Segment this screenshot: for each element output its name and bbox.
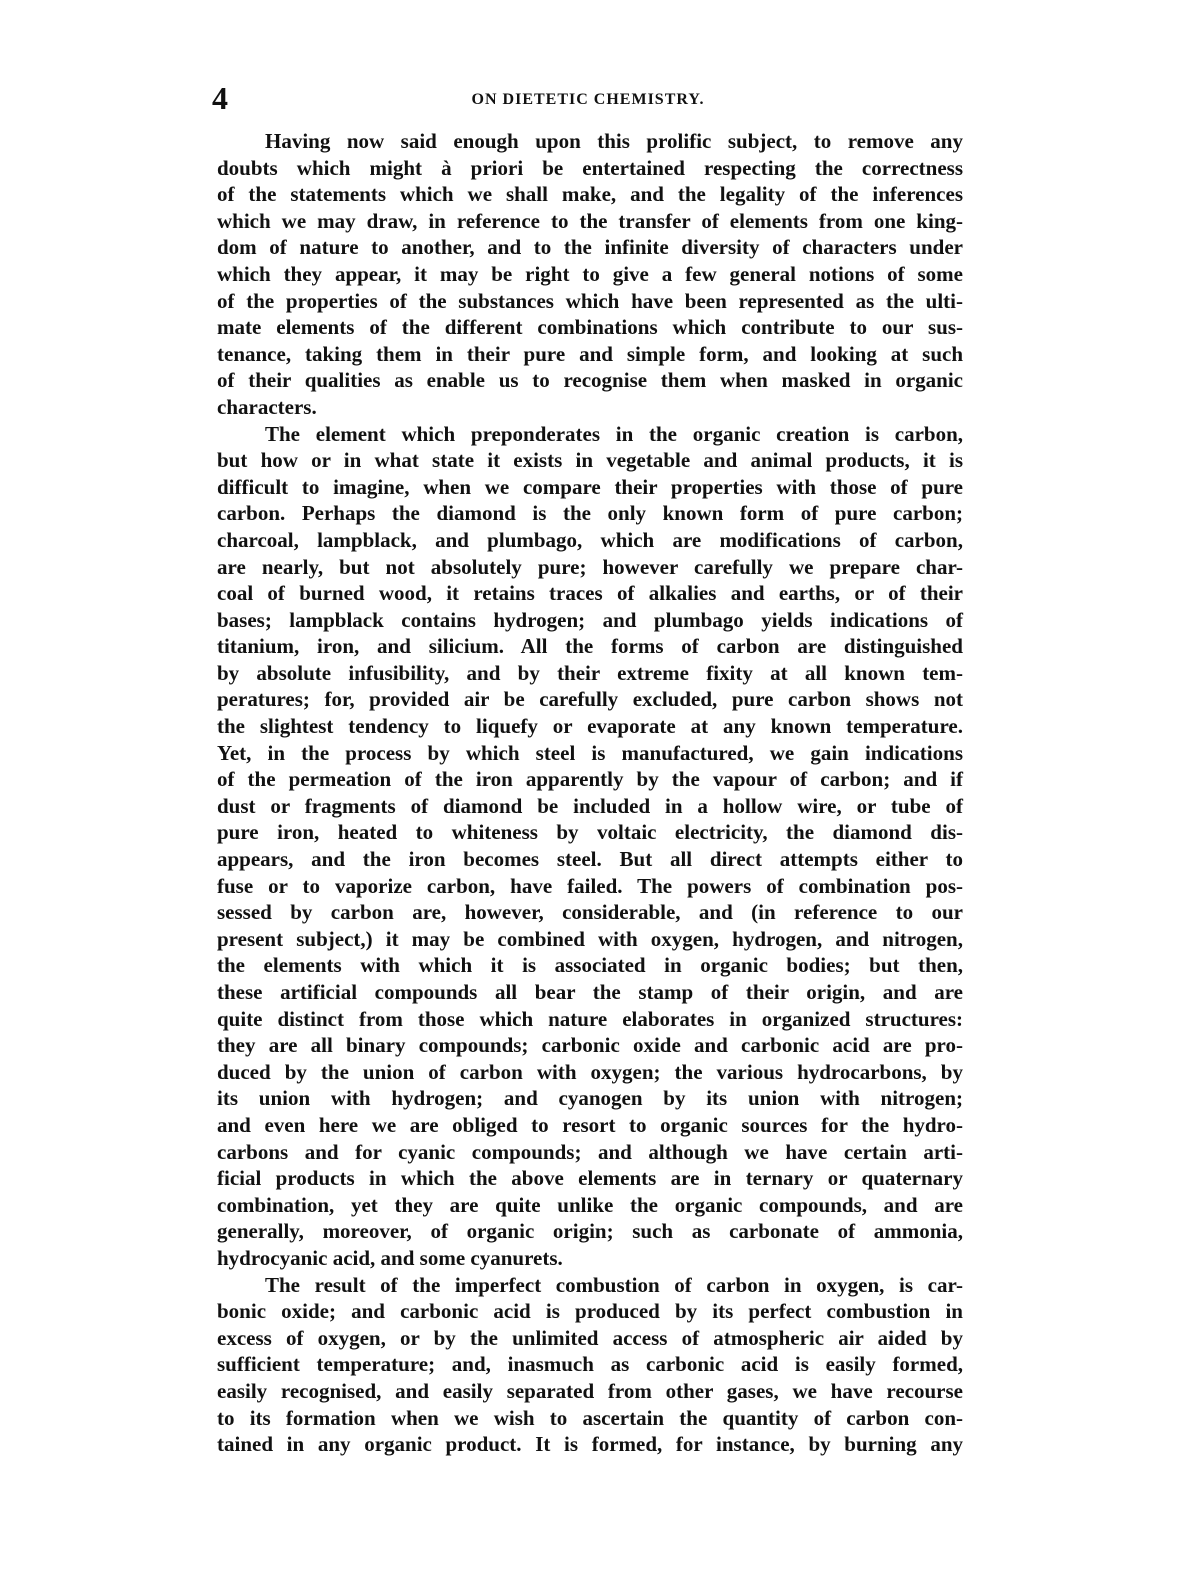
text-line: coal of burned wood, it retains traces of alkalies and earths, or of their	[217, 581, 963, 606]
text-line: its union with hydrogen; and cyanogen by its union with nitrogen;	[217, 1086, 963, 1111]
text-line: tained in any organic product. It is formed, for instance, by burning any	[217, 1432, 963, 1457]
text-line: of the statements which we shall make, and the legality of the inferences	[217, 182, 963, 207]
text-line: quite distinct from those which nature elaborates in organized structures:	[217, 1006, 963, 1031]
text-line: the elements with which it is associated in organic bodies; but then,	[217, 953, 963, 978]
text-line: of the properties of the substances which have been represented as the ulti-	[217, 288, 963, 313]
text-line: bases; lampblack contains hydrogen; and plumbago yields indications of	[217, 607, 963, 632]
text-line: charcoal, lampblack, and plumbago, which are modifications of carbon,	[217, 527, 963, 552]
text-line: to its formation when we wish to ascertain the quantity of carbon con-	[217, 1405, 963, 1430]
text-line: Having now said enough upon this prolific subject, to remove any	[265, 129, 963, 153]
text-line: carbons and for cyanic compounds; and although we have certain arti-	[217, 1139, 963, 1164]
text-line: these artificial compounds all bear the stamp of their origin, and are	[217, 980, 963, 1004]
text-line: difficult to imagine, when we compare their properties with those of pure	[217, 474, 963, 499]
text-line: and even here we are obliged to resort to organic sources for the hydro-	[217, 1112, 963, 1137]
text-line: present subject,) it may be combined with oxygen, hydrogen, and nitrogen,	[217, 926, 963, 951]
text-line: but how or in what state it exists in vegetable and animal products, it is	[217, 448, 963, 473]
text-line: easily recognised, and easily separated from other gases, we have recourse	[217, 1378, 963, 1403]
text-line: dom of nature to another, and to the infinite diversity of characters under	[217, 235, 963, 260]
text-line: appears, and the iron becomes steel. But all direct attempts either to	[217, 847, 963, 872]
text-line: the slightest tendency to liquefy or evaporate at any known temperature.	[217, 714, 963, 739]
text-line: sufficient temperature; and, inasmuch as carbonic acid is easily formed,	[217, 1352, 963, 1377]
text-line: titanium, iron, and silicium. All the forms of carbon are distinguished	[217, 634, 963, 659]
text-line: hydrocyanic acid, and some cyanurets.	[217, 1245, 563, 1270]
text-line: of the permeation of the iron apparently by the vapour of carbon; and if	[217, 767, 963, 792]
text-line: fuse or to vaporize carbon, have failed. The powers of combination pos-	[217, 873, 963, 898]
page-number: 4	[212, 80, 228, 116]
text-line: ficial products in which the above elements are in ternary or quaternary	[217, 1166, 963, 1191]
text-line: duced by the union of carbon with oxygen; the various hydrocarbons, by	[217, 1059, 963, 1084]
text-line: which they appear, it may be right to give a few general notions of some	[217, 261, 963, 286]
text-line: excess of oxygen, or by the unlimited access of atmospheric air aided by	[217, 1325, 963, 1350]
text-line: peratures; for, provided air be carefully excluded, pure carbon shows not	[217, 687, 963, 712]
body-text	[217, 128, 963, 1458]
text-line: generally, moreover, of organic origin; such as carbonate of ammonia,	[217, 1219, 963, 1244]
text-line: bonic oxide; and carbonic acid is produced by its perfect combustion in	[217, 1299, 963, 1324]
text-line: The element which preponderates in the organic creation is carbon,	[265, 421, 963, 446]
text-line: combination, yet they are quite unlike the organic compounds, and are	[217, 1192, 963, 1217]
text-line: sessed by carbon are, however, considerable, and (in reference to our	[217, 900, 963, 925]
text-line: carbon. Perhaps the diamond is the only known form of pure carbon;	[217, 501, 963, 526]
text-line: are nearly, but not absolutely pure; however carefully we prepare char-	[217, 554, 963, 579]
text-line: The result of the imperfect combustion of carbon in oxygen, is car-	[265, 1272, 963, 1297]
text-line: mate elements of the different combinations which contribute to our sus-	[217, 315, 963, 340]
text-line: of their qualities as enable us to recognise them when masked in organic	[217, 368, 963, 393]
text-line: they are all binary compounds; carbonic oxide and carbonic acid are pro-	[217, 1033, 963, 1058]
text-line: tenance, taking them in their pure and simple form, and looking at such	[217, 341, 963, 366]
text-line: dust or fragments of diamond be included in a hollow wire, or tube of	[217, 793, 963, 818]
text-line: by absolute infusibility, and by their extreme fixity at all known tem-	[217, 660, 963, 685]
running-title: ON DIETETIC CHEMISTRY.	[471, 91, 705, 108]
text-line: which we may draw, in reference to the transfer of elements from one king-	[217, 208, 963, 233]
text-line: characters.	[217, 394, 317, 419]
text-line: Yet, in the process by which steel is manufactured, we gain indications	[217, 740, 963, 765]
text-line: doubts which might à priori be entertained respecting the correctness	[217, 155, 963, 180]
text-line: pure iron, heated to whiteness by voltaic electricity, the diamond dis-	[217, 820, 963, 845]
page-header	[212, 80, 964, 118]
